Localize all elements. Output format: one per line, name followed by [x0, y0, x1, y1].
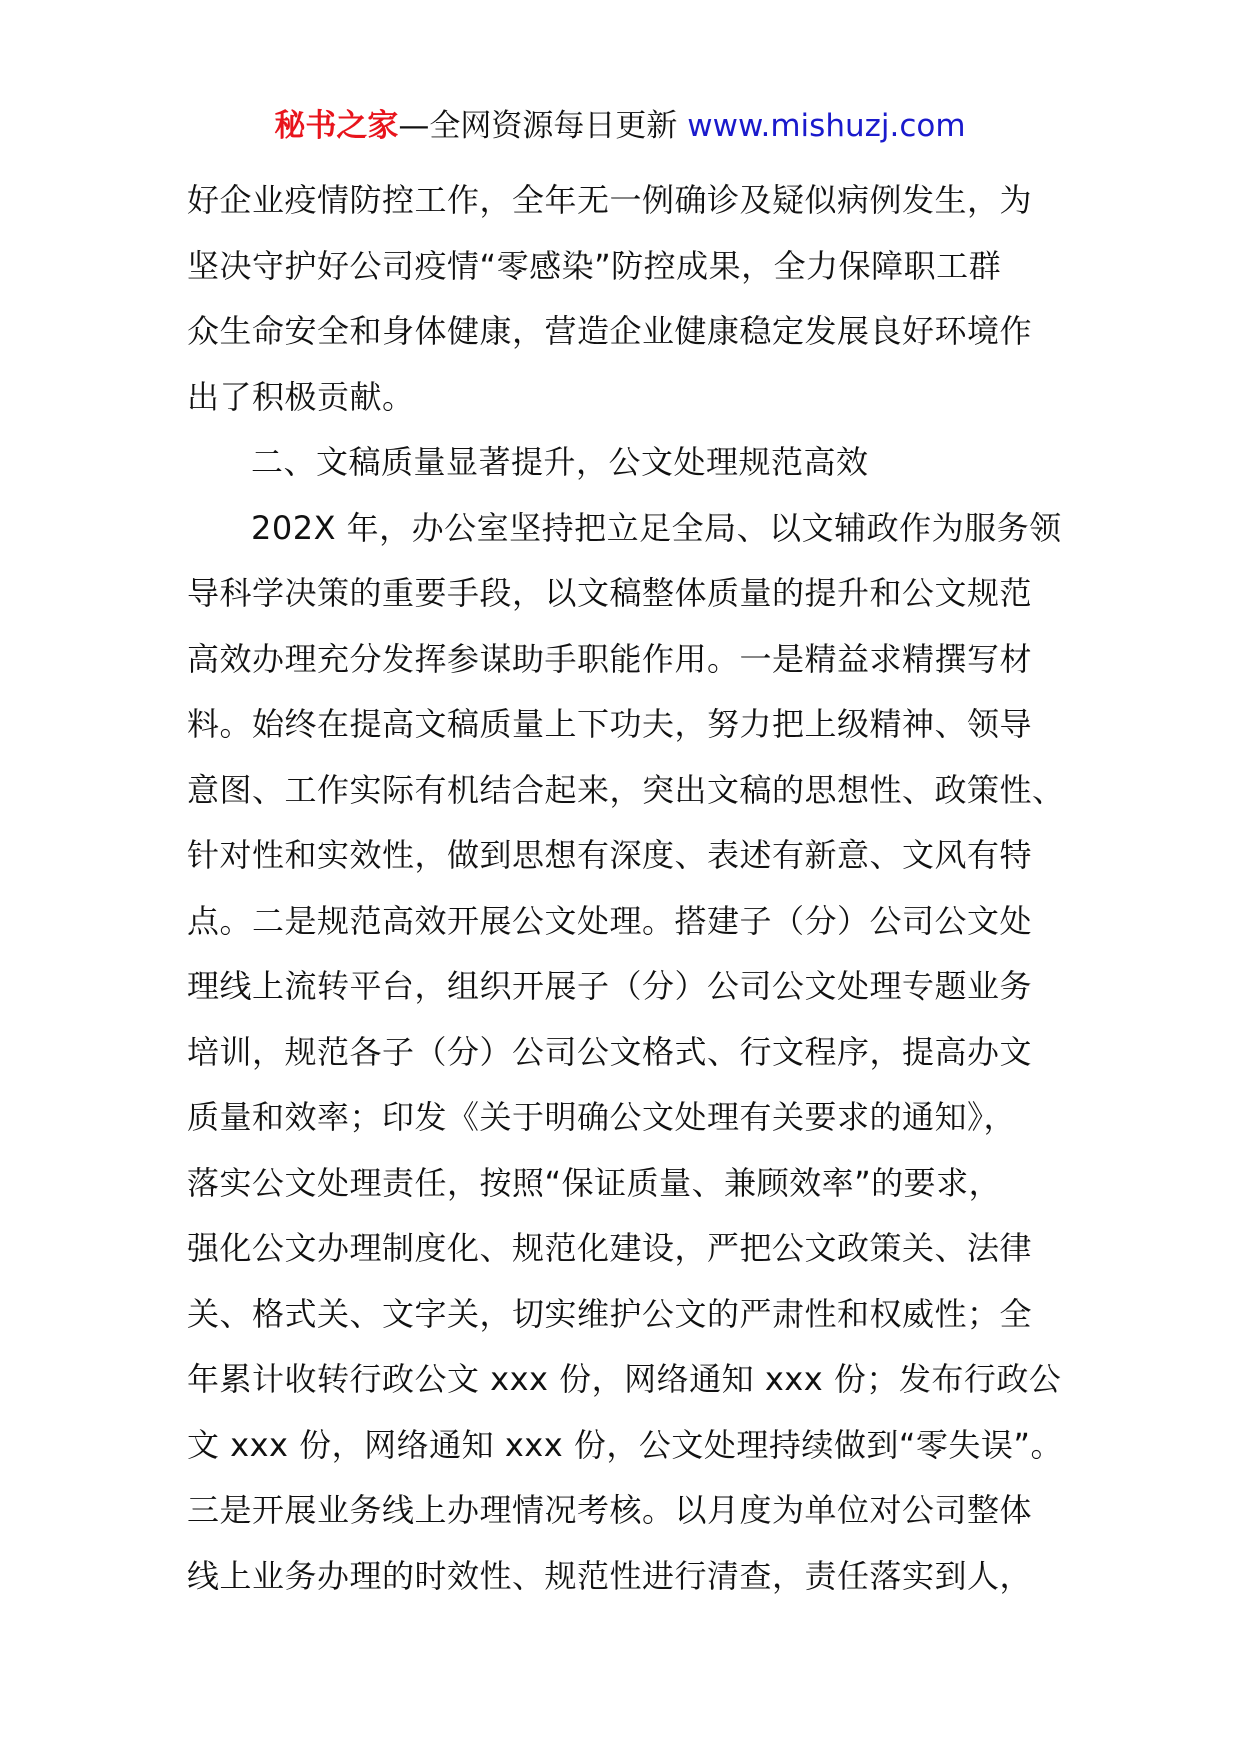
text-line: 料。始终在提高文稿质量上下功夫，努力把上级精神、领导	[187, 705, 1033, 743]
text-line: 强化公文办理制度化、规范化建设，严把公文政策关、法律	[187, 1229, 1033, 1267]
document-body	[187, 168, 1065, 1609]
text-line: 坚决守护好公司疫情“零感染”防控成果，全力保障职工群	[187, 246, 1002, 285]
text-line: 点。二是规范高效开展公文处理。搭建子（分）公司公文处	[187, 901, 1033, 940]
text-line: 理线上流转平台，组织开展子（分）公司公文处理专题业务	[187, 967, 1033, 1005]
text-line: 意图、工作实际有机结合起来，突出文稿的思想性、政策性、	[187, 770, 1065, 809]
text-line: 出了积极贡献。	[187, 377, 415, 416]
text-line: 线上业务办理的时效性、规范性进行清查，责任落实到人，	[187, 1556, 1033, 1595]
text-line: 文 xxx 份，网络通知 xxx 份，公文处理持续做到“零失误”。	[187, 1425, 1063, 1464]
text-line: 针对性和实效性，做到思想有深度、表述有新意、文风有特	[187, 836, 1033, 874]
text-line: 关、格式关、文字关，切实维护公文的严肃性和权威性；全	[187, 1294, 1033, 1333]
header-url-link[interactable]: www.mishuzj.com	[687, 108, 966, 144]
text-line: 三是开展业务线上办理情况考核。以月度为单位对公司整体	[187, 1491, 1033, 1529]
page-header	[0, 104, 1240, 148]
text-line: 质量和效率；印发《关于明确公文处理有关要求的通知》，	[187, 1098, 1017, 1136]
text-line: 202X 年，办公室坚持把立足全局、以文辅政作为服务领	[251, 508, 1062, 547]
text-line: 落实公文处理责任，按照“保证质量、兼顾效率”的要求，	[187, 1163, 1002, 1202]
text-line: 好企业疫情防控工作，全年无一例确诊及疑似病例发生，为	[187, 181, 1033, 219]
text-line: 培训，规范各子（分）公司公文格式、行文程序，提高办文	[187, 1032, 1033, 1071]
text-line: 众生命安全和身体健康，营造企业健康稳定发展良好环境作	[187, 312, 1033, 350]
text-line: 导科学决策的重要手段，以文稿整体质量的提升和公文规范	[187, 574, 1033, 612]
header-slogan: —全网资源每日更新	[398, 108, 678, 144]
section-heading: 二、文稿质量显著提升，公文处理规范高效	[251, 443, 869, 481]
text-line: 年累计收转行政公文 xxx 份，网络通知 xxx 份；发布行政公	[187, 1360, 1062, 1398]
header-brand: 秘书之家	[274, 108, 399, 144]
text-line: 高效办理充分发挥参谋助手职能作用。一是精益求精撰写材	[187, 639, 1033, 678]
